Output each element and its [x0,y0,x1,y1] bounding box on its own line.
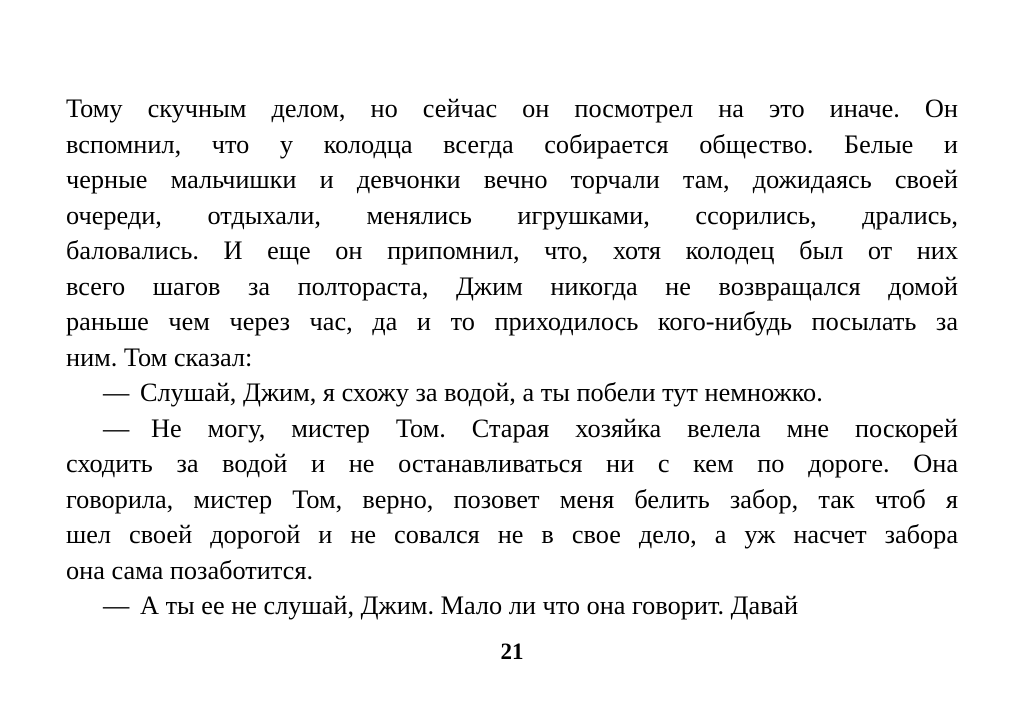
text-line: сходить за водой и не останавливаться ни с кем по дороге. Она [66,449,958,478]
text-line: очереди, отдыхали, менялись игрушками, ссорились, дрались, [66,200,958,230]
text-line: баловались. И еще он припомнил, что, хотя колодец был от них [66,236,958,265]
dialogue-line [66,411,958,447]
text-line: говорила, мистер Том, верно, позовет меня белить забор, так чтоб я [66,484,958,514]
text-line: вспомнил, что у колодца всегда собирается общество. Белые и [66,129,958,159]
dialogue-line [66,588,958,624]
dialogue-dash: — [103,413,130,443]
text-line: она сама позаботится. [66,555,314,585]
dialogue-text: Не могу, мистер Том. Старая хозяйка велела мне поскорей [151,413,958,443]
dialogue-dash: — [103,591,130,620]
text-line: всего шагов за полтораста, Джим никогда не возвращался домой [66,271,958,301]
text-line: черные мальчишки и девчонки вечно торчали там, дожидаясь своей [66,165,958,194]
dialogue-dash: — [103,378,130,407]
page-number: 21 [500,639,524,664]
dialogue-text: А ты ее не слушай, Джим. Мало ли что она говорит. Давай [140,591,799,620]
text-line: Тому скучным делом, но сейчас он посмотрел на это иначе. Он [66,94,958,123]
dialogue-line [66,375,958,411]
dialogue-text: Слушай, Джим, я схожу за водой, а ты побели тут немножко. [140,378,823,407]
text-line: раньше чем через час, да и то приходилось кого-нибудь посылать за [66,307,958,336]
text-line: ним. Том сказал: [66,342,253,372]
text-line: шел своей дорогой и не совался не в свое дело, а уж насчет забора [66,520,958,549]
body-text [66,91,958,624]
